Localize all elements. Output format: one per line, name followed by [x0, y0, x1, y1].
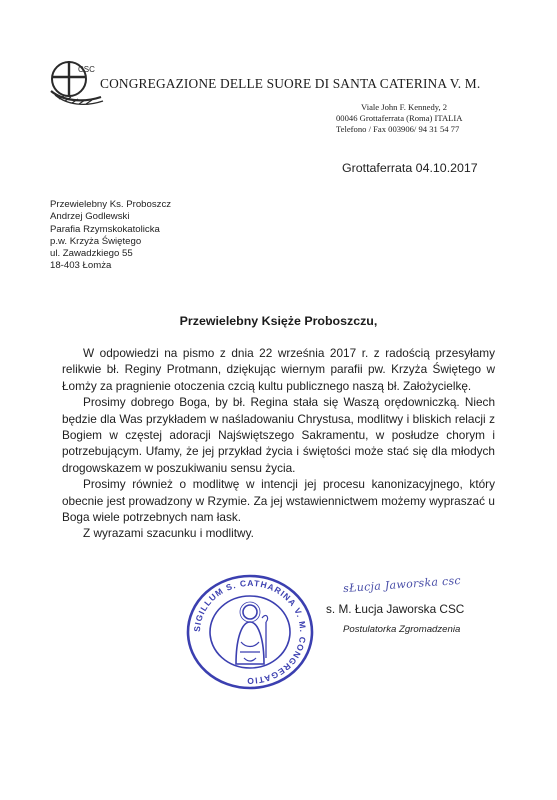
- recipient-line: Parafia Rzymskokatolicka: [50, 223, 160, 235]
- date-line: Grottaferrata 04.10.2017: [342, 161, 478, 175]
- logo-text: CSC: [78, 65, 95, 74]
- recipient-line: Przewielebny Ks. Proboszcz: [50, 199, 172, 210]
- salutation: Przewielebny Księże Proboszczu,: [179, 314, 378, 328]
- closing-line: Z wyrazami szacunku i modlitwy.: [83, 526, 254, 541]
- recipient-line: Andrzej Godlewski: [50, 211, 130, 223]
- body-paragraph: W odpowiedzi na pismo z dnia 22 września 2017 r. z radością przesyłamy relikwie bł. Reginy Protmann, dziękując wiernym parafii pw. Krzyża Świętego w Łomży za pragnienie otoczenia czcią kultu publicznego naszą bł. Założycielkę.: [62, 346, 495, 393]
- signer-role: Postulatorka Zgromadzenia: [343, 624, 461, 635]
- congregation-seal-stamp: [178, 572, 323, 692]
- recipient-address: [50, 199, 171, 273]
- letter-body: [62, 345, 495, 542]
- recipient-line: 18-403 Łomża: [50, 260, 112, 272]
- signer-name: s. M. Łucja Jaworska CSC: [326, 602, 465, 616]
- phone-fax-line: Telefono / Fax 003906/ 94 31 54 77: [336, 124, 460, 134]
- stamp-text: SIGILLUM S. CATHARINA V. M. CONGREGATIO: [191, 577, 309, 687]
- body-paragraph: Prosimy dobrego Boga, by bł. Regina stała się Waszą orędowniczką. Niech będzie dla Was przykładem w naśladowaniu Chrystusa, modlitwy i bliskich relacji z Bogiem w częstej adoracji Najświętszego Sakramentu, w posłudze chorym i potrzebującym. Ufamy, że jej przykład życia i świętości może stać się dla młodych drogowskazem w poszukiwaniu sensu życia.: [62, 395, 495, 475]
- handwritten-signature: sŁucja Jaworska csc: [342, 573, 462, 596]
- address-line: 00046 Grottaferrata (Roma) ITALIA: [336, 113, 463, 123]
- congregation-logo-icon: [45, 55, 107, 117]
- body-paragraph: Prosimy również o modlitwę w intencji jej procesu kanonizacyjnego, który obecnie jest prowadzony w Rzymie. Za jej wstawiennictwem możemy wypraszać u Boga wiele potrzebnych nam łask.: [62, 477, 495, 525]
- organization-name: CONGREGAZIONE DELLE SUORE DI SANTA CATERINA V. M.: [100, 76, 481, 91]
- recipient-line: p.w. Krzyża Świętego: [50, 235, 142, 247]
- recipient-line: ul. Zawadzkiego 55: [50, 248, 133, 260]
- address-line: Viale John F. Kennedy, 2: [361, 102, 448, 112]
